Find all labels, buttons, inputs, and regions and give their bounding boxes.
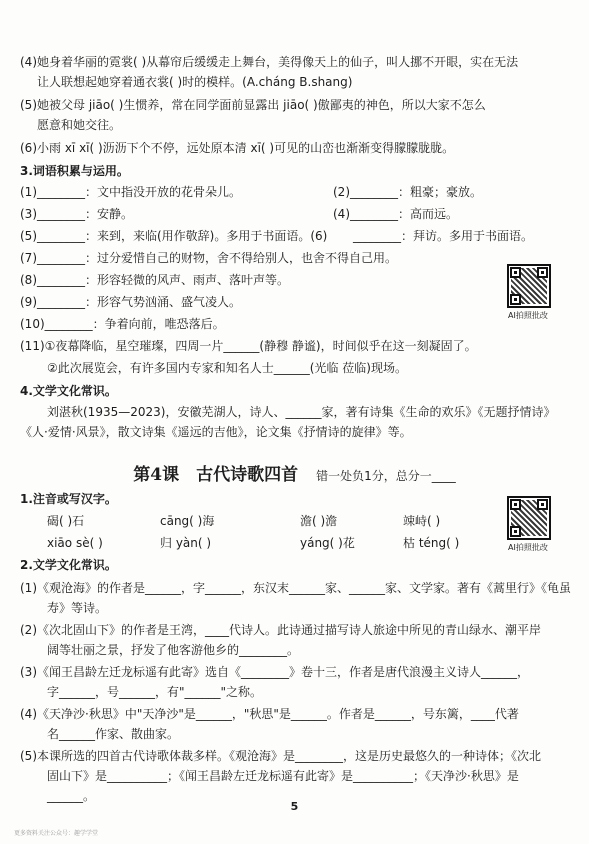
pinyin-item: 枯 téng( ) bbox=[403, 536, 460, 550]
vocab-item: (1)________：文中指没开放的花骨朵儿。 bbox=[20, 185, 241, 199]
qr-label: AI拍照批改 bbox=[508, 311, 548, 320]
text-line: (5)她被父母 jiāo( )生惯养，常在同学面前显露出 jiāo( )傲鄙夷的神色，所以大家不怎么 bbox=[20, 98, 486, 112]
section-heading: 1.注音或写汉字。 bbox=[20, 492, 117, 506]
section-heading: 2.文学文化常识。 bbox=[20, 558, 117, 572]
vocab-item: (11)①夜幕降临，星空璀璨，四周一片______(静穆 静谧)，时间似乎在这一刻凝固了。 bbox=[20, 339, 477, 353]
text-line: (4)她身着华丽的霓裳( )从幕帘后缓缓走上舞台，美得像天上的仙子，叫人挪不开眼，实在无法 bbox=[20, 55, 519, 69]
text-line: 刘湛秋(1935—2023)，安徽芜湖人，诗人、______家，著有诗集《生命的欢乐》《无题抒情诗》 bbox=[47, 405, 556, 419]
text-line: 名______作家、散曲家。 bbox=[47, 727, 180, 741]
vocab-item: ②此次展览会，有许多国内专家和知名人士______(光临 莅临)现场。 bbox=[47, 361, 407, 375]
pinyin-item: 竦峙( ) bbox=[403, 514, 441, 528]
pinyin-item: xiāo sè( ) bbox=[47, 536, 103, 550]
text-line: 字______，号______，有"______"之称。 bbox=[47, 685, 263, 699]
text-line: (4)《天净沙·秋思》中"天净沙"是______，"秋思"是______。作者是______，号东篱，____代著 bbox=[20, 707, 519, 721]
text-line: 让人联想起她穿着通衣裳( )时的模样。(A.cháng B.shang) bbox=[37, 75, 353, 89]
score-note: 错一处负1分，总分一____ bbox=[316, 469, 456, 483]
qr-label: AI拍照批改 bbox=[508, 543, 548, 552]
qr-code-icon[interactable] bbox=[507, 264, 551, 308]
text-line: 寿》等诗。 bbox=[47, 601, 108, 615]
pinyin-item: 澹( )澹 bbox=[300, 514, 338, 528]
section-heading: 3.词语积累与运用。 bbox=[20, 164, 129, 178]
qr-code-icon[interactable] bbox=[507, 496, 551, 540]
lesson-title bbox=[0, 460, 589, 485]
footer-note: 更多资料关注公众号：趣学学堂 bbox=[14, 830, 99, 837]
text-line: 固山下》是__________；《闻王昌龄左迁龙标遥有此寄》是__________；《天净沙·秋思》是 bbox=[47, 769, 519, 783]
text-line: (6)小雨 xī xī( )沥沥下个不停，远处原本清 xī( )可见的山峦也渐渐变得朦朦胧胧。 bbox=[20, 141, 455, 155]
pinyin-item: 碣( )石 bbox=[47, 514, 85, 528]
vocab-item: (7)________：过分爱惜自己的财物，舍不得给别人，也舍不得自己用。 bbox=[20, 251, 398, 265]
vocab-item: ________：拜访。多用于书面语。 bbox=[353, 229, 534, 243]
pinyin-item: cāng( )海 bbox=[160, 514, 215, 528]
section-heading: 4.文学文化常识。 bbox=[20, 384, 117, 398]
text-line: (5)本课所选的四首古代诗歌体裁多样。《观沧海》是________，这是历史最悠久的一种诗体；《次北 bbox=[20, 749, 542, 763]
vocab-item: (3)________：安静。 bbox=[20, 207, 133, 221]
pinyin-item: yáng( )花 bbox=[300, 536, 355, 550]
vocab-item: (10)________：争着向前，唯恐落后。 bbox=[20, 317, 225, 331]
vocab-item: (9)________：形容气势汹涌、盛气凌人。 bbox=[20, 295, 241, 309]
vocab-item: (8)________：形容轻微的风声、雨声、落叶声等。 bbox=[20, 273, 289, 287]
text-line: 愿意和她交往。 bbox=[37, 118, 122, 132]
text-line: ______。 bbox=[47, 789, 96, 803]
text-line: 《人·爱情·风景》，散文诗集《遥远的吉他》，论文集《抒情诗的旋律》等。 bbox=[20, 425, 412, 439]
text-line: (1)《观沧海》的作者是______，字______，东汉末______家、______家、文学家。著有《蒿里行》《龟虽 bbox=[20, 581, 572, 595]
vocab-item: (5)________：来到，来临(用作敬辞)。多用于书面语。(6) bbox=[20, 229, 328, 243]
vocab-item: (2)________：粗豪；豪放。 bbox=[333, 185, 482, 199]
page-number: 5 bbox=[290, 800, 299, 813]
text-line: 阔等壮丽之景，抒发了他客游他乡的________。 bbox=[47, 643, 300, 657]
lesson-title-text: 第4课 古代诗歌四首 bbox=[133, 465, 299, 485]
vocab-item: (4)________：高而远。 bbox=[333, 207, 458, 221]
text-line: (2)《次北固山下》的作者是王湾，____代诗人。此诗通过描写诗人旅途中所见的青山绿水、潮平岸 bbox=[20, 623, 542, 637]
pinyin-item: 归 yàn( ) bbox=[160, 536, 212, 550]
text-line: (3)《闻王昌龄左迁龙标遥有此寄》选自《________》卷十三，作者是唐代浪漫主义诗人______， bbox=[20, 665, 530, 679]
